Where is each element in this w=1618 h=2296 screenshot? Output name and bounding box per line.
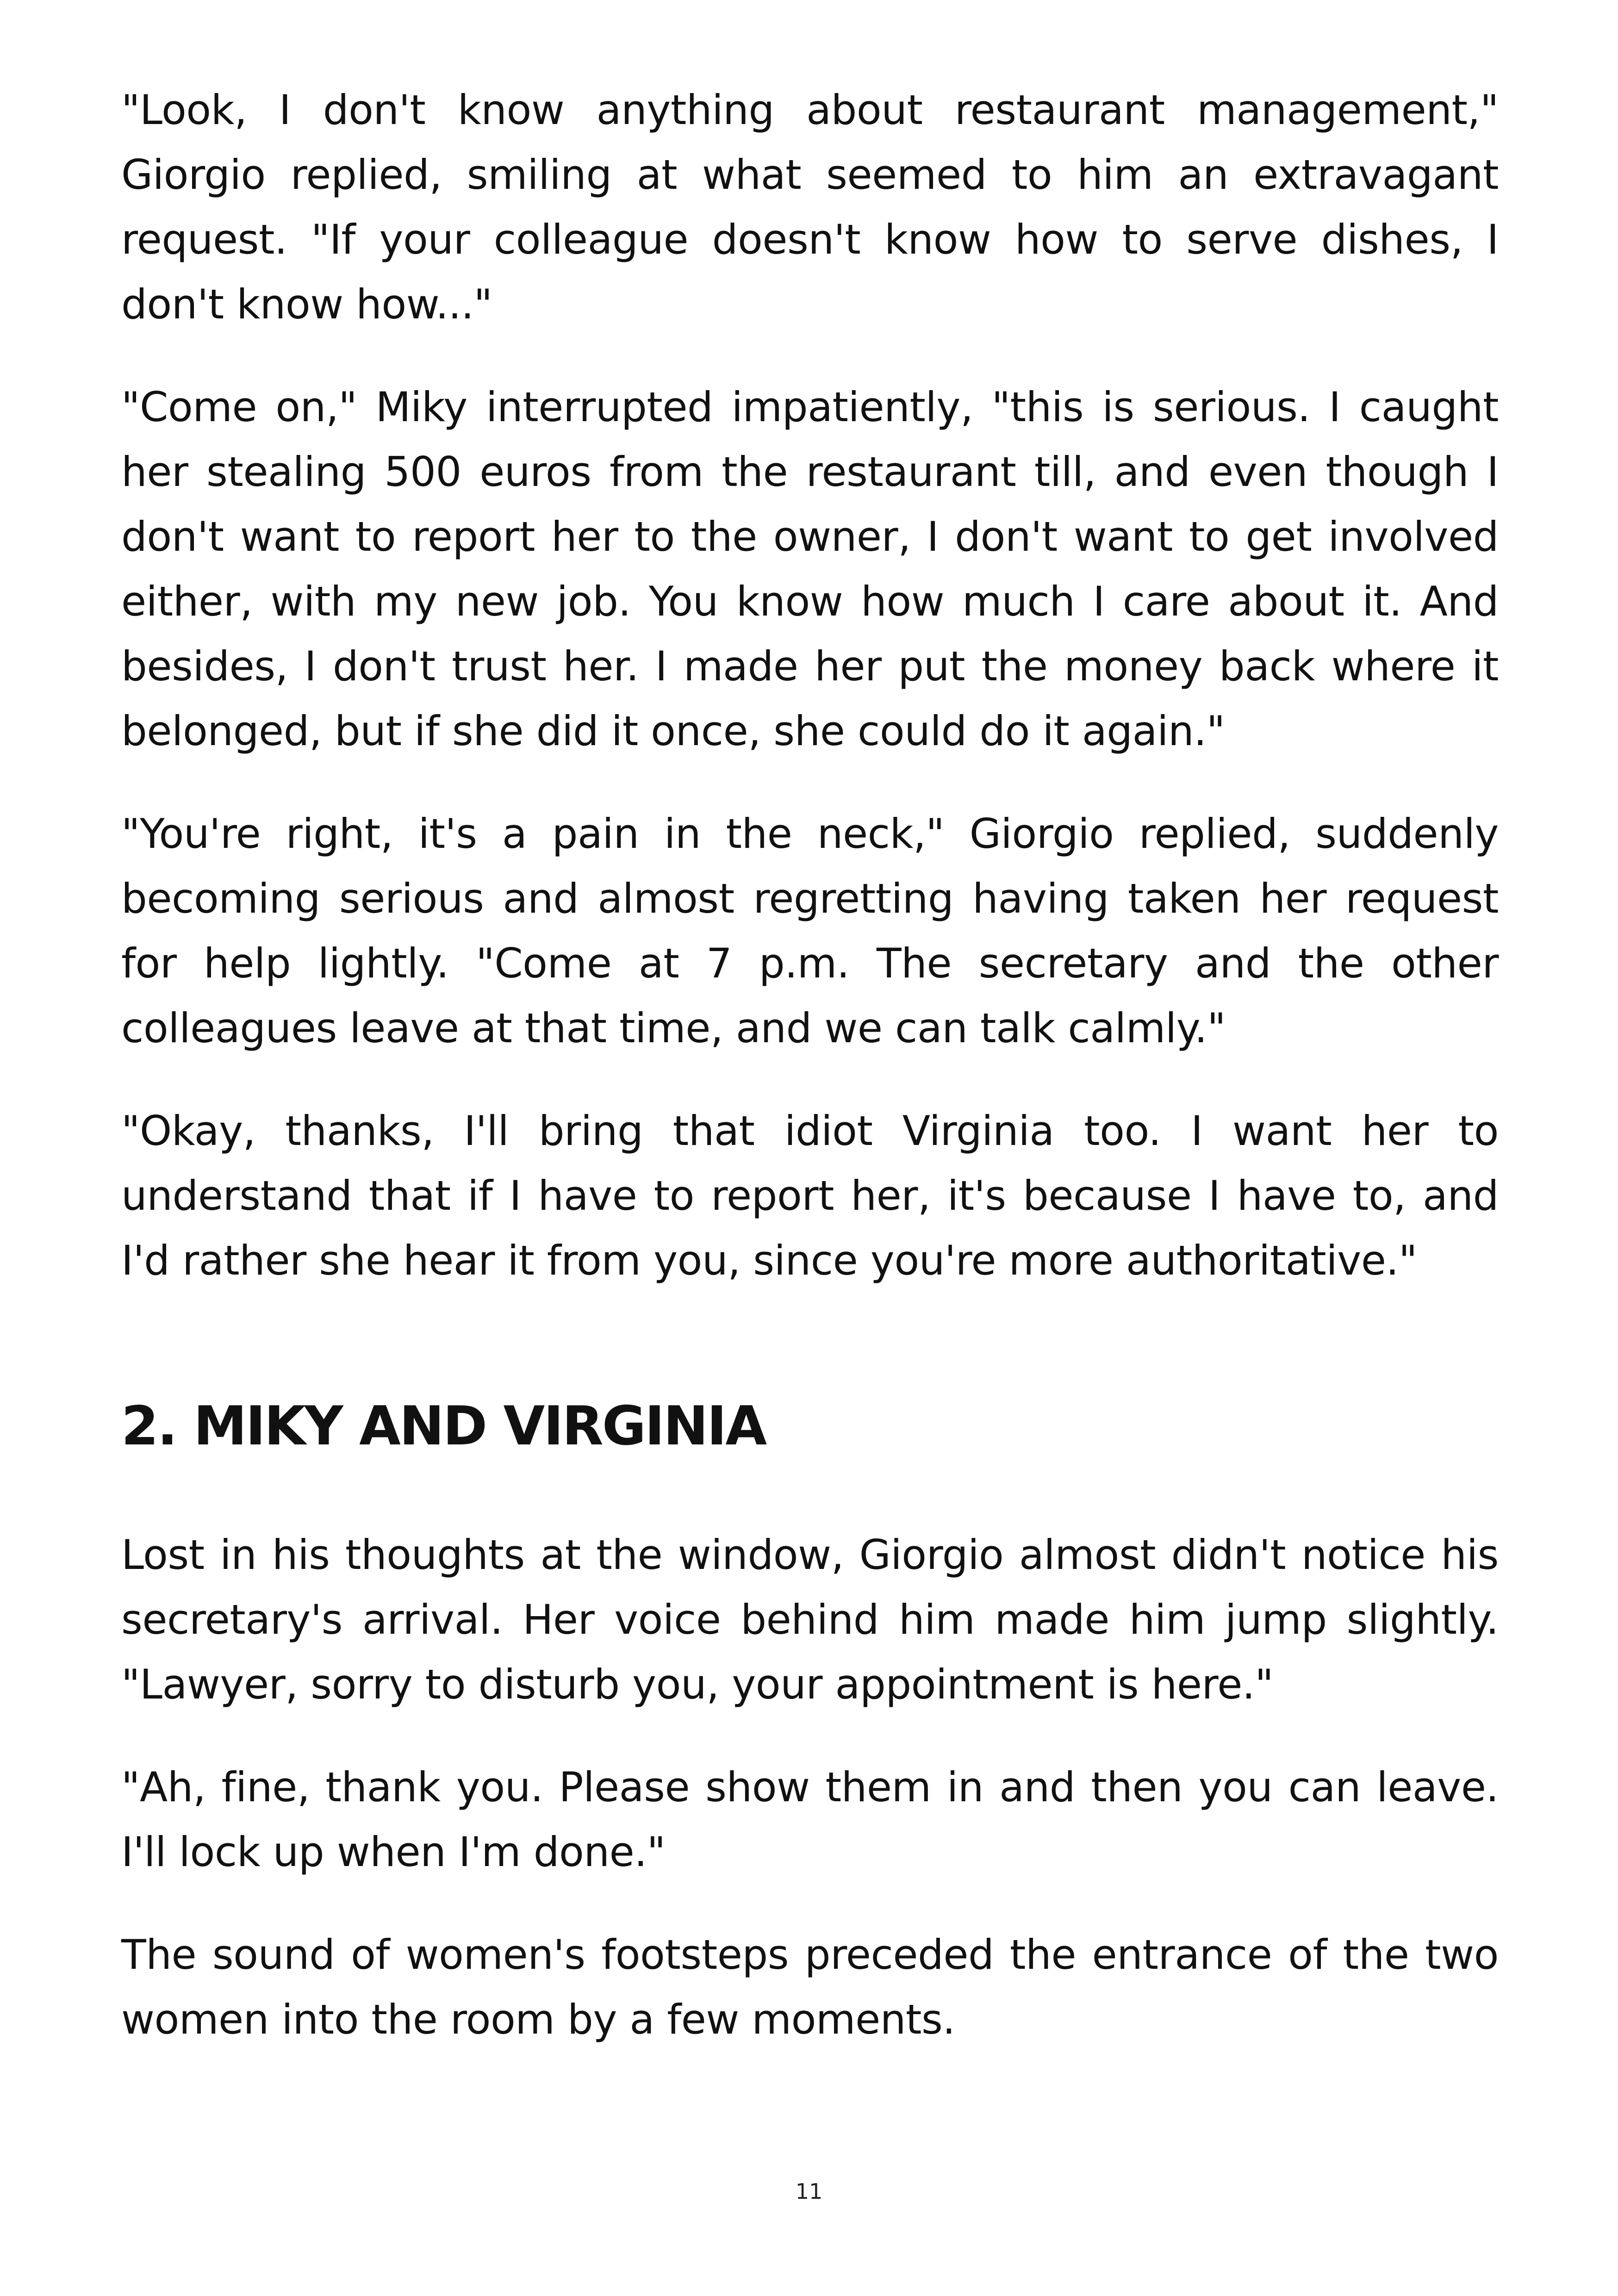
text-section-before-chapter [121, 78, 1499, 1293]
chapter-heading-block [121, 1394, 1499, 1459]
paragraph: "Look, I don't know anything about restaurant management," Giorgio replied, smiling at what seemed to him an extravagant request. "If your colleague doesn't know how to serve dishes, I don't know how..." [121, 86, 1499, 328]
page-number: 11 [795, 2179, 823, 2204]
text-section-after-chapter [121, 1523, 1499, 2052]
paragraph: "Okay, thanks, I'll bring that idiot Virginia too. I want her to understand that if I have to report her, it's because I have to, and I'd rather she hear it from you, since you're more authoritative." [121, 1107, 1499, 1284]
chapter-heading: 2. MIKY AND VIRGINIA [121, 1395, 766, 1457]
paragraph: "Ah, fine, thank you. Please show them in and then you can leave. I'll lock up when I'm done." [121, 1763, 1499, 1876]
paragraph: Lost in his thoughts at the window, Giorgio almost didn't notice his secretary's arrival. Her voice behind him made him jump slightly. "Lawyer, sorry to disturb you, your appointment is here." [121, 1531, 1499, 1708]
paragraph: "You're right, it's a pain in the neck," Giorgio replied, suddenly becoming serious and almost regretting having taken her request for help lightly. "Come at 7 p.m. The secretary and the other colleagues leave at that time, and we can talk calmly." [121, 810, 1499, 1052]
paragraph: The sound of women's footsteps preceded the entrance of the two women into the room by a few moments. [121, 1931, 1499, 2043]
paragraph: "Come on," Miky interrupted impatiently, "this is serious. I caught her stealing 500 euros from the restaurant till, and even though I don't want to report her to the owner, I don't want to get involved either, with my new job. You know how much I care about it. And besides, I don't trust her. I made her put the money back where it belonged, but if she did it once, she could do it again." [121, 383, 1499, 755]
